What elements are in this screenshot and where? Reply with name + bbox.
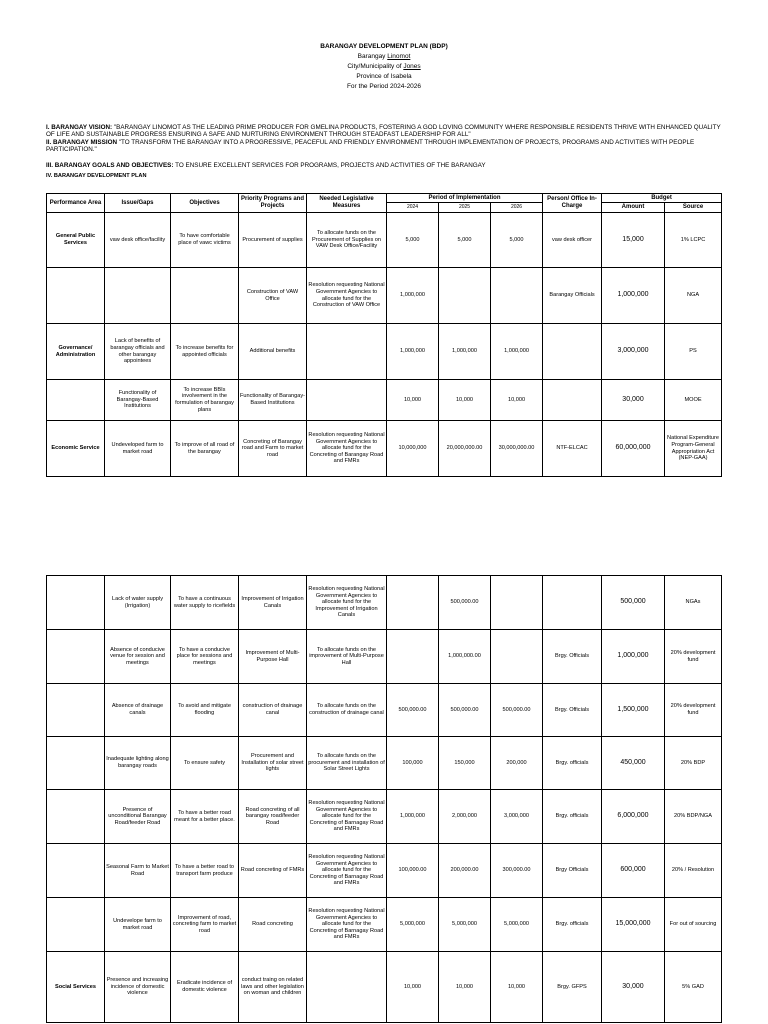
cell-y2024: 10,000	[387, 952, 439, 1023]
cell-issue: Presence of unconditional Barangay Road/feeder Road	[105, 790, 171, 844]
vision-section	[46, 124, 726, 138]
table-row	[47, 684, 722, 737]
cell-objective: To have a conducive place for sessions and meetings	[171, 630, 239, 684]
cell-priority: Concreting of Barangay road and Farm to market road	[239, 421, 307, 477]
mission-section	[46, 139, 726, 153]
table-row	[47, 952, 722, 1023]
cell-amount: 1,000,000	[602, 268, 665, 324]
cell-source: NGA	[665, 268, 722, 324]
cell-legislative	[307, 324, 387, 380]
cell-y2025: 200,000.00	[439, 844, 491, 898]
cell-amount: 6,000,000	[602, 790, 665, 844]
cell-amount: 1,000,000	[602, 630, 665, 684]
cell-amount: 30,000	[602, 952, 665, 1023]
cell-area	[47, 684, 105, 737]
col-2025: 2025	[439, 203, 491, 213]
cell-area	[47, 844, 105, 898]
cell-amount: 450,000	[602, 737, 665, 790]
barangay-line	[0, 52, 768, 62]
col-amount: Amount	[602, 203, 665, 213]
cell-area	[47, 790, 105, 844]
cell-person: Barangay Officials	[543, 268, 602, 324]
cell-objective: To have a continuous water supply to ricefields	[171, 576, 239, 630]
cell-issue: Undevelope farm to market road	[105, 898, 171, 952]
cell-priority: Additional benefits	[239, 324, 307, 380]
cell-y2026	[491, 630, 543, 684]
cell-objective: To have comfortable place of vawc victims	[171, 213, 239, 268]
cell-legislative: Resolution requesting National Government Agencies to allocate fund for the Concreting of Barnagay Road and FMRs	[307, 844, 387, 898]
province-line: Province of Isabela	[356, 73, 412, 80]
cell-person	[543, 576, 602, 630]
cell-area	[47, 737, 105, 790]
cell-y2025: 150,000	[439, 737, 491, 790]
cell-y2025: 5,000,000	[439, 898, 491, 952]
cell-y2026	[491, 576, 543, 630]
cell-issue: Inadequate lighting along barangay roads	[105, 737, 171, 790]
cell-objective: To have a better road meant for a better place.	[171, 790, 239, 844]
cell-legislative	[307, 380, 387, 421]
col-2024: 2024	[387, 203, 439, 213]
col-objectives: Objectives	[171, 194, 239, 213]
header-row	[47, 194, 722, 203]
cell-area	[47, 630, 105, 684]
cell-y2026: 10,000	[491, 952, 543, 1023]
cell-source: 20% / Resolution	[665, 844, 722, 898]
cell-issue: Presence and increasing incidence of domestic violence	[105, 952, 171, 1023]
development-plan-table-1	[46, 193, 722, 477]
cell-legislative: Resolution requesting National Government Agencies to allocate fund for the Improvement of Irrigation Canals	[307, 576, 387, 630]
cell-priority: Improvement of Irrigation Canals	[239, 576, 307, 630]
col-priority: Priority Programs and Projects	[239, 194, 307, 213]
cell-amount: 500,000	[602, 576, 665, 630]
cell-source: National Expenditure Program-General Appropriation Act (NEP-GAA)	[665, 421, 722, 477]
cell-legislative: Resolution requesting National Government Agencies to allocate fund for the Concreting of Barnagay Road and FMRs	[307, 898, 387, 952]
cell-amount: 30,000	[602, 380, 665, 421]
cell-source: For out of sourcing	[665, 898, 722, 952]
cell-y2025: 500,000.00	[439, 684, 491, 737]
cell-person: NTF-ELCAC	[543, 421, 602, 477]
cell-amount: 15,000,000	[602, 898, 665, 952]
cell-priority: Functionality of Barangay-Based Institutions	[239, 380, 307, 421]
cell-y2026: 500,000.00	[491, 684, 543, 737]
cell-y2025: 5,000	[439, 213, 491, 268]
cell-y2026: 3,000,000	[491, 790, 543, 844]
cell-objective: To avoid and mitigate flooding	[171, 684, 239, 737]
cell-objective: To increase benefits for appointed officials	[171, 324, 239, 380]
col-budget: Budget	[602, 194, 722, 203]
cell-amount: 600,000	[602, 844, 665, 898]
cell-person: Brgy. Officials	[543, 684, 602, 737]
mission-text: "TO TRANSFORM THE BARANGAY INTO A PROGRESSIVE, PEACEFUL AND FRIENDLY ENVIRONMENT THROUGH IMPLEMENTATION OF PROJECTS, PROGRAMS AND ACTIVITIES WITH PEOPLE PARTICIPATION."	[46, 139, 695, 153]
cell-y2026	[491, 268, 543, 324]
table-row	[47, 213, 722, 268]
cell-y2024: 5,000,000	[387, 898, 439, 952]
cell-objective: To improve of all road of the barangay	[171, 421, 239, 477]
table-row	[47, 737, 722, 790]
cell-y2025	[439, 268, 491, 324]
cell-objective: Improvement of road, concreting farm to market road	[171, 898, 239, 952]
cell-legislative: To allocate funds on the procurement and installation of Solar Street Lights	[307, 737, 387, 790]
cell-y2026: 5,000,000	[491, 898, 543, 952]
cell-area: Governance/ Administration	[47, 324, 105, 380]
col-legislative: Needed Legislative Measures	[307, 194, 387, 213]
cell-amount: 15,000	[602, 213, 665, 268]
cell-y2025: 2,000,000	[439, 790, 491, 844]
document-header	[0, 42, 768, 92]
cell-y2026: 30,000,000.00	[491, 421, 543, 477]
cell-issue: Absence of conducive venue for session and meetings	[105, 630, 171, 684]
development-plan-table-2	[46, 575, 722, 1023]
cell-issue: Seasonal Farm to Market Road	[105, 844, 171, 898]
goals-label: III. BARANGAY GOALS AND OBJECTIVES:	[46, 162, 174, 169]
cell-y2024: 10,000	[387, 380, 439, 421]
cell-legislative: To allocate funds on the improvement of Multi-Purpose Hall	[307, 630, 387, 684]
cell-source: 20% development fund	[665, 630, 722, 684]
cell-y2025: 1,000,000.00	[439, 630, 491, 684]
col-source: Source	[665, 203, 722, 213]
cell-priority: construction of drainage canal	[239, 684, 307, 737]
cell-priority: Improvement of Multi-Purpose Hall	[239, 630, 307, 684]
cell-source: NGAs	[665, 576, 722, 630]
cell-issue: vaw desk office/facility	[105, 213, 171, 268]
cell-area	[47, 268, 105, 324]
table-row	[47, 790, 722, 844]
cell-legislative	[307, 952, 387, 1023]
cell-person: Brgy Officials	[543, 844, 602, 898]
cell-objective: To increase BBIs involvement in the formulation of barangay plans	[171, 380, 239, 421]
cell-priority: Road concreting of FMRs	[239, 844, 307, 898]
cell-legislative: Resolution requesting National Government Agencies to allocate fund for the Concreting of Barnagay Road and FMRs	[307, 790, 387, 844]
cell-priority: Road concreting of all barangay road/feeder Road	[239, 790, 307, 844]
cell-source: PS	[665, 324, 722, 380]
cell-person	[543, 324, 602, 380]
goals-text: TO ENSURE EXCELLENT SERVICES FOR PROGRAMS, PROJECTS AND ACTIVITIES OF THE BARANGAY	[173, 162, 486, 169]
cell-y2024: 5,000	[387, 213, 439, 268]
cell-person: Brgy. officials	[543, 898, 602, 952]
col-performance-area: Performance Area	[47, 194, 105, 213]
col-2026: 2026	[491, 203, 543, 213]
barangay-name: Linomot	[387, 53, 411, 60]
table-row	[47, 324, 722, 380]
cell-person: Brgy. Officials	[543, 630, 602, 684]
cell-y2024: 1,000,000	[387, 324, 439, 380]
cell-priority: Procurement and Installation of solar street lights	[239, 737, 307, 790]
cell-objective	[171, 268, 239, 324]
document-title: BARANGAY DEVELOPMENT PLAN (BDP)	[320, 43, 448, 50]
mission-label: II. BARANGAY MISSION	[46, 139, 118, 146]
col-issue-gaps: Issue/Gaps	[105, 194, 171, 213]
cell-y2024: 500,000.00	[387, 684, 439, 737]
cell-y2026: 200,000	[491, 737, 543, 790]
cell-area	[47, 380, 105, 421]
cell-person	[543, 380, 602, 421]
cell-issue	[105, 268, 171, 324]
cell-legislative: Resolution requesting National Government Agencies to allocate fund for the Concreting of Barangay Road and FMRs	[307, 421, 387, 477]
cell-source: 5% GAD	[665, 952, 722, 1023]
cell-issue: Undeveloped farm to market road	[105, 421, 171, 477]
table-row	[47, 268, 722, 324]
city-prefix: City/Municipality of	[347, 63, 404, 70]
cell-priority: conduct traing on related laws and other legislation on woman and children	[239, 952, 307, 1023]
cell-y2026: 1,000,000	[491, 324, 543, 380]
cell-issue: Functionality of Barangay-Based Institutions	[105, 380, 171, 421]
cell-legislative: To allocate funds on the Procurement of Supplies on VAW Desk Office/Facility	[307, 213, 387, 268]
cell-area: Social Services	[47, 952, 105, 1023]
cell-issue: Lack of water supply (Irrigation)	[105, 576, 171, 630]
cell-y2026: 5,000	[491, 213, 543, 268]
cell-person: vaw desk officer	[543, 213, 602, 268]
cell-objective: To ensure safety	[171, 737, 239, 790]
plan-label: IV. BARANGAY DEVELOPMENT PLAN	[46, 173, 147, 179]
cell-y2025: 10,000	[439, 952, 491, 1023]
cell-y2025: 1,000,000	[439, 324, 491, 380]
cell-person: Brgy. GFPS	[543, 952, 602, 1023]
cell-person: Brgy. officials	[543, 790, 602, 844]
cell-objective: To have a better road to transport farm produce	[171, 844, 239, 898]
table-row	[47, 576, 722, 630]
cell-y2024	[387, 576, 439, 630]
vision-label: I. BARANGAY VISION:	[46, 124, 113, 131]
cell-person: Brgy. officials	[543, 737, 602, 790]
cell-objective: Eradicate incidence of domestic violence	[171, 952, 239, 1023]
cell-source: 20% BDP	[665, 737, 722, 790]
cell-area	[47, 898, 105, 952]
period-line: For the Period 2024-2026	[346, 83, 422, 90]
cell-issue: Lack of benefits of barangay officials and other barangay appointees	[105, 324, 171, 380]
cell-priority: Procurement of supplies	[239, 213, 307, 268]
table-row	[47, 630, 722, 684]
cell-y2025: 20,000,000.00	[439, 421, 491, 477]
table-row	[47, 898, 722, 952]
cell-y2024	[387, 630, 439, 684]
vision-text: "BARANGAY LINOMOT AS THE LEADING PRIME PRODUCER FOR GMELINA PRODUCTS, FOSTERING A GOD LOVING COMMUNITY WHERE RESPONSIBLE RESIDENTS THRIVE WITH ENHANCED QUALITY OF LIFE AND SUSTAINABLE PROGRESS ENSURING A SAFE AND NURTURING ENVIRONMENT THROUGH STEADFAST LEADERSHIP FOR ALL"	[46, 124, 721, 138]
cell-source: MOOE	[665, 380, 722, 421]
cell-source: 20% BDP/NGA	[665, 790, 722, 844]
cell-y2024: 1,000,000	[387, 268, 439, 324]
cell-legislative: Resolution requesting National Government Agencies to allocate fund for the Construction of VAW Office	[307, 268, 387, 324]
cell-issue: Absence of drainage canals	[105, 684, 171, 737]
cell-amount: 1,500,000	[602, 684, 665, 737]
cell-area: Economic Service	[47, 421, 105, 477]
cell-amount: 60,000,000	[602, 421, 665, 477]
cell-amount: 3,000,000	[602, 324, 665, 380]
city-name: Jones	[403, 63, 421, 70]
col-period: Period of Implementation	[387, 194, 543, 203]
cell-y2026: 10,000	[491, 380, 543, 421]
cell-y2024: 1,000,000	[387, 790, 439, 844]
table-row	[47, 844, 722, 898]
cell-priority: Road concreting	[239, 898, 307, 952]
cell-y2025: 500,000.00	[439, 576, 491, 630]
table-row	[47, 380, 722, 421]
cell-area: General Public Services	[47, 213, 105, 268]
cell-y2026: 300,000.00	[491, 844, 543, 898]
cell-y2025: 10,000	[439, 380, 491, 421]
cell-y2024: 100,000	[387, 737, 439, 790]
barangay-prefix: Barangay	[357, 53, 388, 60]
city-line	[0, 62, 768, 72]
cell-legislative: To allocate funds on the construction of drainage canal	[307, 684, 387, 737]
table-row	[47, 421, 722, 477]
col-person: Person/ Office In-Charge	[543, 194, 602, 213]
cell-priority: Construction of VAW Office	[239, 268, 307, 324]
cell-y2024: 100,000.00	[387, 844, 439, 898]
cell-area	[47, 576, 105, 630]
cell-source: 20% development fund	[665, 684, 722, 737]
cell-source: 1% LCPC	[665, 213, 722, 268]
cell-y2024: 10,000,000	[387, 421, 439, 477]
goals-section	[46, 162, 726, 169]
